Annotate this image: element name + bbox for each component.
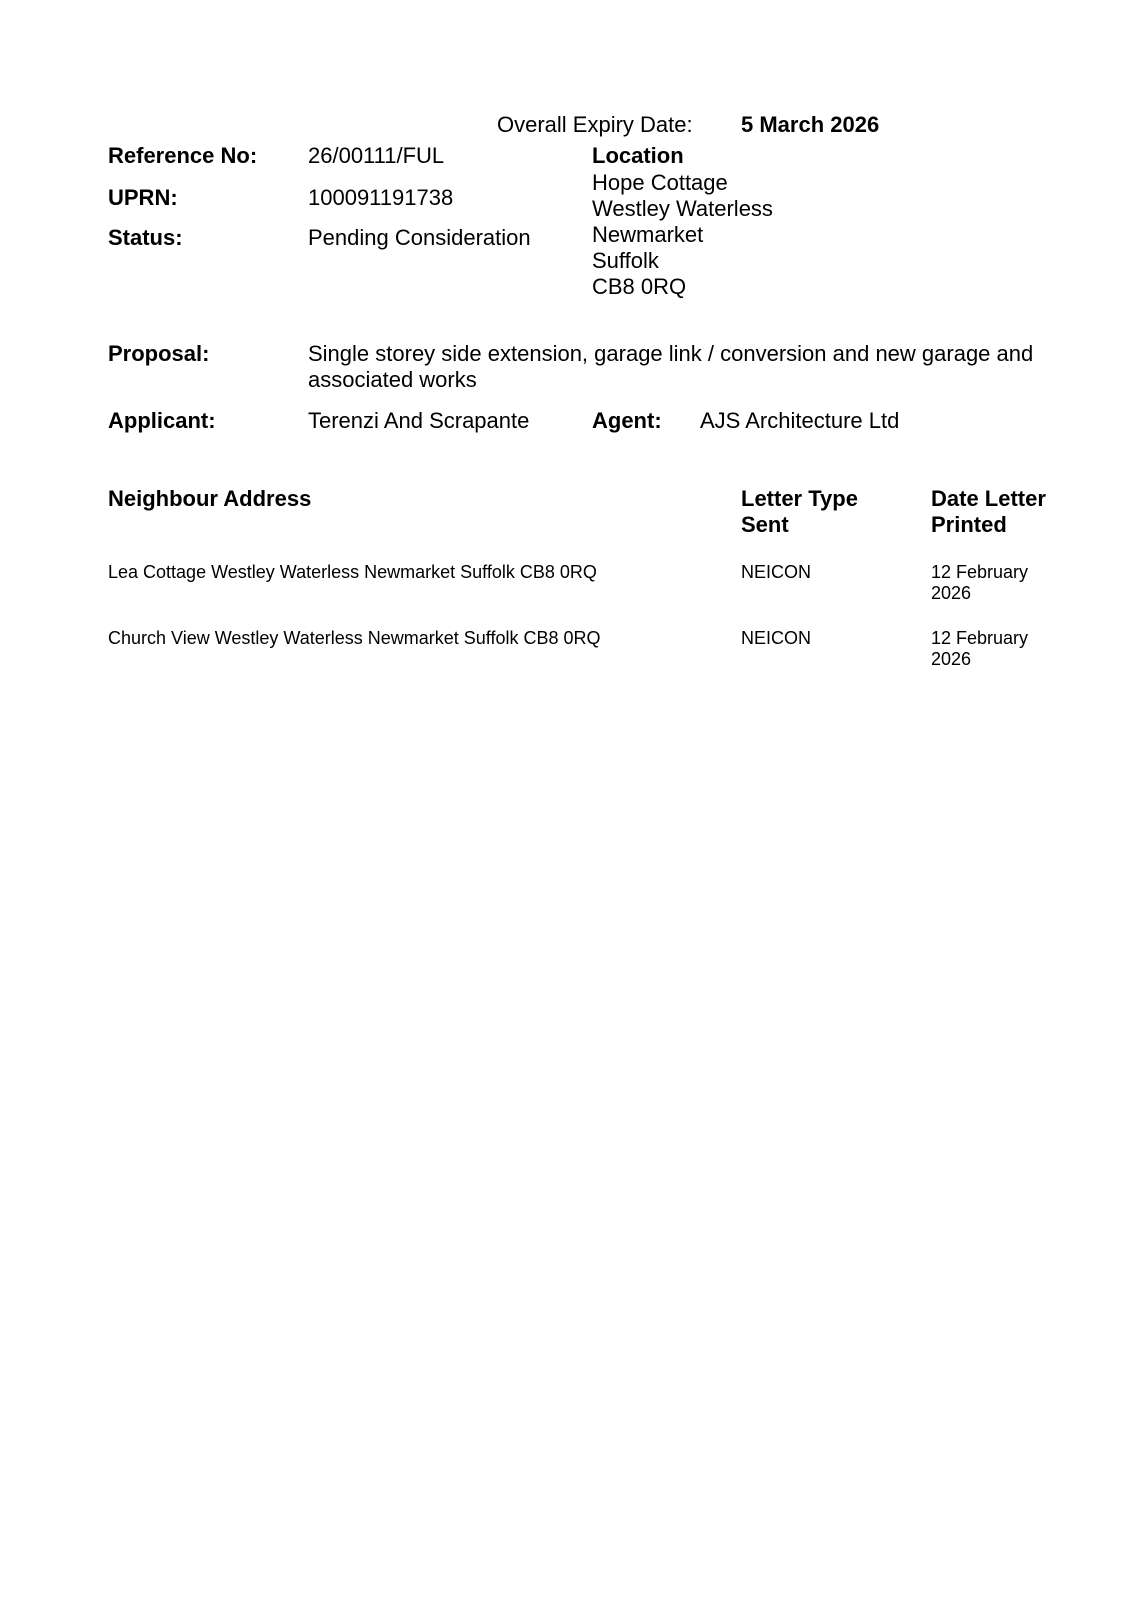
status-label: Status: [108, 225, 183, 250]
location-address [592, 170, 773, 300]
proposal-value: Single storey side extension, garage link / conversion and new garage and associated works [308, 341, 1034, 392]
location-line: Westley Waterless [592, 196, 773, 221]
header-neighbour-address: Neighbour Address [108, 486, 312, 511]
expiry-label: Overall Expiry Date: [497, 112, 693, 137]
header-letter-type: Letter Type Sent [741, 486, 858, 537]
location-label: Location [592, 143, 684, 168]
agent-value: AJS Architecture Ltd [700, 408, 900, 433]
location-line: Hope Cottage [592, 170, 728, 195]
row-letter-type: NEICON [741, 628, 812, 648]
proposal-label: Proposal: [108, 341, 210, 366]
row-letter-type: NEICON [741, 562, 812, 582]
agent-label: Agent: [592, 408, 662, 433]
row-date-printed: 12 February 2026 [931, 562, 1029, 603]
expiry-date: 5 March 2026 [741, 112, 880, 137]
uprn-value: 100091191738 [308, 185, 454, 210]
row-date-printed: 12 February 2026 [931, 628, 1029, 669]
location-line: Newmarket [592, 222, 704, 247]
reference-value: 26/00111/FUL [308, 143, 445, 168]
row-address: Church View Westley Waterless Newmarket Suffolk CB8 0RQ [108, 628, 601, 648]
row-address: Lea Cottage Westley Waterless Newmarket Suffolk CB8 0RQ [108, 562, 597, 582]
applicant-value: Terenzi And Scrapante [308, 408, 530, 433]
applicant-label: Applicant: [108, 408, 216, 433]
location-line: CB8 0RQ [592, 274, 687, 299]
header-date-printed: Date Letter Printed [931, 486, 1046, 537]
status-value: Pending Consideration [308, 225, 531, 250]
uprn-label: UPRN: [108, 185, 178, 210]
reference-label: Reference No: [108, 143, 258, 168]
location-line: Suffolk [592, 248, 659, 273]
